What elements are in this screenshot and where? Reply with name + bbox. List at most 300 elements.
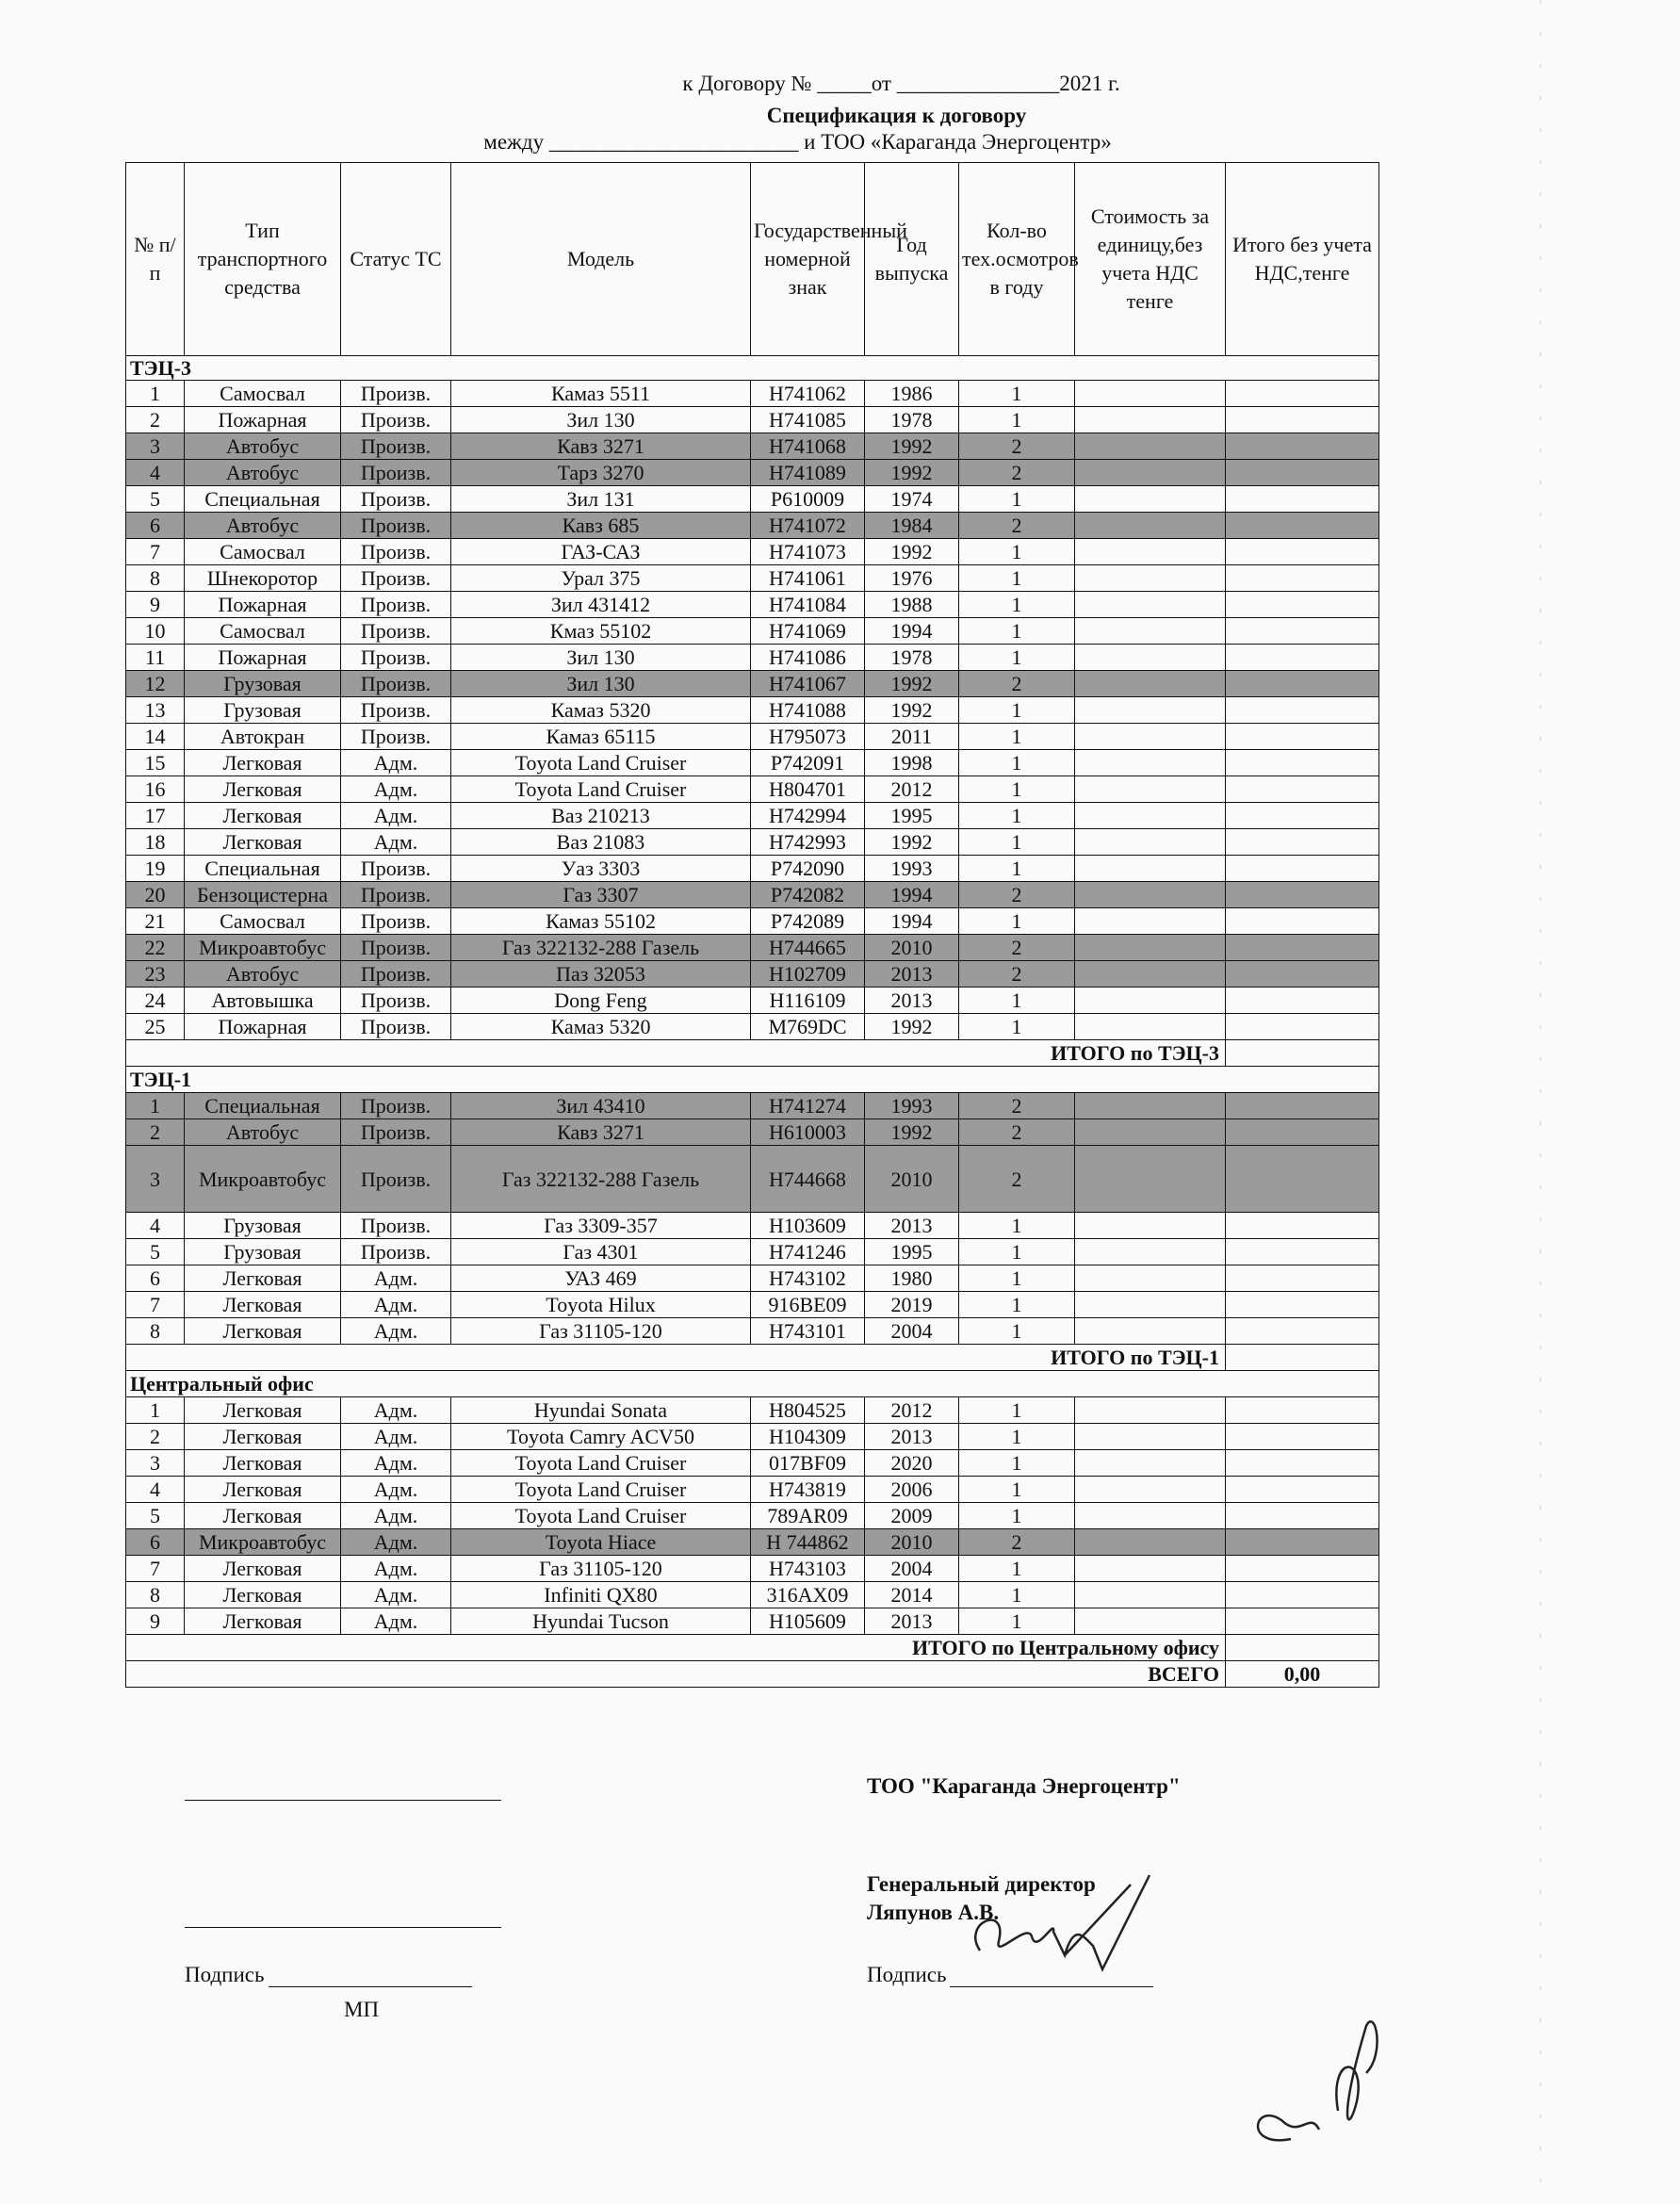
cell-status: Адм.	[341, 1292, 451, 1318]
cell-year: 2004	[865, 1318, 959, 1345]
table-row	[126, 908, 1379, 935]
column-header: Стоимость за единицу,без учета НДС тенге	[1075, 163, 1226, 356]
section-total-label: ИТОГО по ТЭЦ-3	[126, 1040, 1226, 1067]
cell-type: Легковая	[185, 1582, 341, 1608]
cell-year: 1976	[865, 565, 959, 592]
cell-total	[1226, 1014, 1379, 1040]
cell-count: 1	[959, 486, 1075, 513]
table-row	[126, 1213, 1379, 1239]
cell-model: ГАЗ-САЗ	[451, 539, 751, 565]
director-name: Ляпунов А.В.	[867, 1901, 1000, 1924]
director-signature	[942, 1866, 1168, 1988]
cell-type: Легковая	[185, 1318, 341, 1345]
cell-year: 2010	[865, 1529, 959, 1556]
cell-status: Адм.	[341, 1318, 451, 1345]
cell-total	[1226, 829, 1379, 856]
section-total-value	[1226, 1040, 1379, 1067]
cell-type: Грузовая	[185, 1213, 341, 1239]
cell-unit-price	[1075, 1450, 1226, 1477]
cell-n: 8	[126, 1582, 185, 1608]
table-row	[126, 1318, 1379, 1345]
cell-count: 1	[959, 1450, 1075, 1477]
cell-n: 3	[126, 1450, 185, 1477]
cell-n: 1	[126, 1397, 185, 1424]
grand-total-value: 0,00	[1226, 1661, 1379, 1688]
cell-count: 1	[959, 539, 1075, 565]
cell-model: Газ 31105-120	[451, 1556, 751, 1582]
cell-unit-price	[1075, 1477, 1226, 1503]
cell-plate: Н795073	[751, 724, 865, 750]
cell-n: 8	[126, 565, 185, 592]
cell-year: 1995	[865, 803, 959, 829]
cell-total	[1226, 592, 1379, 618]
cell-plate: Н 744862	[751, 1529, 865, 1556]
cell-n: 7	[126, 1556, 185, 1582]
cell-plate: Н741089	[751, 460, 865, 486]
cell-status: Адм.	[341, 1503, 451, 1529]
cell-n: 20	[126, 882, 185, 908]
cell-status: Адм.	[341, 1608, 451, 1635]
cell-type: Легковая	[185, 1424, 341, 1450]
cell-unit-price	[1075, 1503, 1226, 1529]
cell-unit-price	[1075, 513, 1226, 539]
cell-status: Произв.	[341, 935, 451, 961]
table-row	[126, 407, 1379, 433]
cell-unit-price	[1075, 1093, 1226, 1119]
cell-total	[1226, 803, 1379, 829]
cell-unit-price	[1075, 460, 1226, 486]
cell-model: Infiniti QX80	[451, 1582, 751, 1608]
cell-n: 19	[126, 856, 185, 882]
cell-n: 6	[126, 1529, 185, 1556]
cell-n: 14	[126, 724, 185, 750]
cell-year: 2013	[865, 961, 959, 988]
cell-plate: М769DC	[751, 1014, 865, 1040]
cell-unit-price	[1075, 1556, 1226, 1582]
cell-count: 2	[959, 1529, 1075, 1556]
parties-line: между _______________________ и ТОО «Караганда Энергоцентр»	[483, 130, 1112, 154]
cell-count: 1	[959, 1556, 1075, 1582]
cell-unit-price	[1075, 803, 1226, 829]
cell-plate: Н741088	[751, 697, 865, 724]
cell-status: Произв.	[341, 618, 451, 645]
cell-type: Самосвал	[185, 539, 341, 565]
cell-count: 1	[959, 592, 1075, 618]
cell-status: Произв.	[341, 882, 451, 908]
cell-n: 2	[126, 1424, 185, 1450]
cell-model: Toyota Land Cruiser	[451, 1450, 751, 1477]
cell-model: Ваз 21083	[451, 829, 751, 856]
cell-type: Микроавтобус	[185, 1146, 341, 1213]
cell-n: 2	[126, 407, 185, 433]
cell-unit-price	[1075, 592, 1226, 618]
cell-count: 2	[959, 935, 1075, 961]
cell-n: 18	[126, 829, 185, 856]
cell-total	[1226, 539, 1379, 565]
cell-model: Зил 131	[451, 486, 751, 513]
cell-year: 1992	[865, 1119, 959, 1146]
cell-total	[1226, 1450, 1379, 1477]
cell-unit-price	[1075, 697, 1226, 724]
column-header: Статус ТС	[341, 163, 451, 356]
cell-type: Микроавтобус	[185, 1529, 341, 1556]
cell-total	[1226, 1608, 1379, 1635]
cell-status: Произв.	[341, 592, 451, 618]
cell-total	[1226, 513, 1379, 539]
cell-unit-price	[1075, 1318, 1226, 1345]
cell-plate: Н742993	[751, 829, 865, 856]
cell-plate: Н741073	[751, 539, 865, 565]
cell-plate: Р742091	[751, 750, 865, 776]
cell-plate: Н116109	[751, 988, 865, 1014]
cell-status: Произв.	[341, 988, 451, 1014]
cell-type: Автовышка	[185, 988, 341, 1014]
cell-model: Кавз 3271	[451, 433, 751, 460]
section-total-row	[126, 1040, 1379, 1067]
cell-total	[1226, 1556, 1379, 1582]
table-row	[126, 1239, 1379, 1265]
cell-plate: Р610009	[751, 486, 865, 513]
cell-plate: Н741061	[751, 565, 865, 592]
cell-unit-price	[1075, 486, 1226, 513]
cell-plate: 916BE09	[751, 1292, 865, 1318]
cell-plate: Н741246	[751, 1239, 865, 1265]
cell-type: Бензоцистерна	[185, 882, 341, 908]
cell-status: Произв.	[341, 645, 451, 671]
cell-n: 16	[126, 776, 185, 803]
cell-total	[1226, 988, 1379, 1014]
cell-year: 1998	[865, 750, 959, 776]
cell-count: 1	[959, 1582, 1075, 1608]
cell-total	[1226, 381, 1379, 407]
cell-plate: Н741072	[751, 513, 865, 539]
cell-n: 24	[126, 988, 185, 1014]
initials-mark	[1225, 1998, 1413, 2186]
cell-model: УАЗ 469	[451, 1265, 751, 1292]
cell-type: Грузовая	[185, 697, 341, 724]
table-row	[126, 645, 1379, 671]
cell-unit-price	[1075, 908, 1226, 935]
table-row	[126, 829, 1379, 856]
company-name: ТОО "Караганда Энергоцентр"	[867, 1774, 1181, 1798]
table-row	[126, 1477, 1379, 1503]
cell-year: 2012	[865, 776, 959, 803]
cell-unit-price	[1075, 565, 1226, 592]
cell-n: 6	[126, 1265, 185, 1292]
cell-plate: Н741067	[751, 671, 865, 697]
specification-table	[125, 162, 1379, 1688]
cell-unit-price	[1075, 381, 1226, 407]
table-row	[126, 671, 1379, 697]
cell-model: Зил 43410	[451, 1093, 751, 1119]
cell-type: Специальная	[185, 1093, 341, 1119]
signature-right-label: Подпись	[867, 1963, 947, 1986]
cell-status: Произв.	[341, 961, 451, 988]
section-total-label: ИТОГО по ТЭЦ-1	[126, 1345, 1226, 1371]
cell-plate: Н741084	[751, 592, 865, 618]
cell-plate: Н744668	[751, 1146, 865, 1213]
cell-status: Произв.	[341, 724, 451, 750]
cell-unit-price	[1075, 407, 1226, 433]
cell-total	[1226, 776, 1379, 803]
cell-model: Урал 375	[451, 565, 751, 592]
cell-n: 13	[126, 697, 185, 724]
cell-type: Автобус	[185, 460, 341, 486]
cell-total	[1226, 1318, 1379, 1345]
cell-type: Микроавтобус	[185, 935, 341, 961]
section-header-row	[126, 1371, 1379, 1397]
cell-status: Адм.	[341, 1477, 451, 1503]
cell-year: 1992	[865, 1014, 959, 1040]
cell-type: Автобус	[185, 433, 341, 460]
cell-model: Зил 130	[451, 407, 751, 433]
cell-plate: Н610003	[751, 1119, 865, 1146]
cell-plate: Р742090	[751, 856, 865, 882]
cell-type: Пожарная	[185, 1014, 341, 1040]
cell-model: Toyota Hilux	[451, 1292, 751, 1318]
cell-total	[1226, 1503, 1379, 1529]
cell-total	[1226, 1146, 1379, 1213]
cell-count: 1	[959, 1265, 1075, 1292]
cell-total	[1226, 908, 1379, 935]
cell-count: 1	[959, 1292, 1075, 1318]
cell-total	[1226, 486, 1379, 513]
cell-unit-price	[1075, 671, 1226, 697]
table-row	[126, 1093, 1379, 1119]
cell-year: 1993	[865, 856, 959, 882]
cell-total	[1226, 645, 1379, 671]
table-row	[126, 961, 1379, 988]
cell-n: 15	[126, 750, 185, 776]
cell-model: Зил 130	[451, 671, 751, 697]
table-row	[126, 381, 1379, 407]
cell-type: Легковая	[185, 1556, 341, 1582]
cell-year: 2013	[865, 988, 959, 1014]
cell-total	[1226, 697, 1379, 724]
cell-count: 2	[959, 460, 1075, 486]
cell-year: 1988	[865, 592, 959, 618]
cell-count: 1	[959, 1213, 1075, 1239]
cell-type: Автобус	[185, 513, 341, 539]
cell-type: Самосвал	[185, 381, 341, 407]
cell-status: Произв.	[341, 671, 451, 697]
cell-type: Грузовая	[185, 1239, 341, 1265]
cell-count: 1	[959, 1318, 1075, 1345]
table-row	[126, 1146, 1379, 1213]
cell-unit-price	[1075, 618, 1226, 645]
grand-total-row	[126, 1661, 1379, 1688]
cell-n: 5	[126, 1239, 185, 1265]
cell-plate: Н105609	[751, 1608, 865, 1635]
cell-model: Hyundai Tucson	[451, 1608, 751, 1635]
cell-model: Камаз 55102	[451, 908, 751, 935]
cell-type: Легковая	[185, 1292, 341, 1318]
cell-model: Камаз 5320	[451, 1014, 751, 1040]
cell-plate: Н741068	[751, 433, 865, 460]
cell-plate: Н743101	[751, 1318, 865, 1345]
cell-model: Toyota Camry ACV50	[451, 1424, 751, 1450]
cell-count: 1	[959, 1239, 1075, 1265]
cell-plate: Н742994	[751, 803, 865, 829]
table-row	[126, 1424, 1379, 1450]
cell-plate: Н804701	[751, 776, 865, 803]
section-total-label: ИТОГО по Центральному офису	[126, 1635, 1226, 1661]
cell-type: Легковая	[185, 1265, 341, 1292]
cell-status: Адм.	[341, 1265, 451, 1292]
cell-count: 1	[959, 697, 1075, 724]
table-row	[126, 803, 1379, 829]
column-header: Модель	[451, 163, 751, 356]
table-row	[126, 565, 1379, 592]
cell-year: 2009	[865, 1503, 959, 1529]
cell-plate: 789AR09	[751, 1503, 865, 1529]
cell-n: 4	[126, 1477, 185, 1503]
section-total-row	[126, 1345, 1379, 1371]
cell-unit-price	[1075, 882, 1226, 908]
cell-model: Toyota Hiace	[451, 1529, 751, 1556]
cell-unit-price	[1075, 724, 1226, 750]
cell-status: Произв.	[341, 908, 451, 935]
cell-year: 1992	[865, 829, 959, 856]
cell-n: 8	[126, 1318, 185, 1345]
cell-type: Грузовая	[185, 671, 341, 697]
cell-type: Легковая	[185, 829, 341, 856]
cell-status: Адм.	[341, 776, 451, 803]
cell-n: 7	[126, 539, 185, 565]
cell-total	[1226, 407, 1379, 433]
cell-count: 1	[959, 988, 1075, 1014]
stamp-label: МП	[344, 1998, 380, 2021]
cell-model: Камаз 5511	[451, 381, 751, 407]
cell-year: 2020	[865, 1450, 959, 1477]
counterparty-line-2	[185, 1927, 501, 1928]
cell-status: Адм.	[341, 750, 451, 776]
cell-count: 2	[959, 1119, 1075, 1146]
cell-status: Адм.	[341, 1582, 451, 1608]
cell-year: 2012	[865, 1397, 959, 1424]
table-row	[126, 460, 1379, 486]
cell-year: 1978	[865, 645, 959, 671]
cell-model: Кавз 3271	[451, 1119, 751, 1146]
cell-model: Паз 32053	[451, 961, 751, 988]
cell-n: 11	[126, 645, 185, 671]
cell-model: Hyundai Sonata	[451, 1397, 751, 1424]
cell-unit-price	[1075, 1213, 1226, 1239]
cell-type: Легковая	[185, 1477, 341, 1503]
cell-plate: Н741086	[751, 645, 865, 671]
cell-n: 6	[126, 513, 185, 539]
cell-plate: Н741069	[751, 618, 865, 645]
cell-total	[1226, 433, 1379, 460]
cell-type: Легковая	[185, 1397, 341, 1424]
cell-plate: Н743102	[751, 1265, 865, 1292]
cell-count: 1	[959, 908, 1075, 935]
cell-total	[1226, 1424, 1379, 1450]
cell-plate: Н741085	[751, 407, 865, 433]
cell-status: Произв.	[341, 1146, 451, 1213]
cell-year: 2004	[865, 1556, 959, 1582]
cell-unit-price	[1075, 1119, 1226, 1146]
cell-plate: Н743819	[751, 1477, 865, 1503]
table-row	[126, 776, 1379, 803]
section-total-row	[126, 1635, 1379, 1661]
cell-count: 2	[959, 1093, 1075, 1119]
cell-total	[1226, 1213, 1379, 1239]
cell-total	[1226, 1292, 1379, 1318]
cell-model: Газ 3307	[451, 882, 751, 908]
cell-year: 1994	[865, 908, 959, 935]
cell-model: Зил 431412	[451, 592, 751, 618]
cell-total	[1226, 1477, 1379, 1503]
cell-year: 2010	[865, 1146, 959, 1213]
cell-model: Камаз 5320	[451, 697, 751, 724]
cell-status: Адм.	[341, 829, 451, 856]
cell-count: 1	[959, 803, 1075, 829]
cell-status: Адм.	[341, 1424, 451, 1450]
cell-year: 1992	[865, 433, 959, 460]
cell-n: 3	[126, 433, 185, 460]
cell-model: Кмаз 55102	[451, 618, 751, 645]
contract-line: к Договору № _____от _______________2021 г.	[682, 72, 1120, 95]
cell-model: Тарз 3270	[451, 460, 751, 486]
scan-edge-marks	[1529, 0, 1558, 2204]
cell-year: 1992	[865, 460, 959, 486]
cell-status: Произв.	[341, 1014, 451, 1040]
grand-total-label: ВСЕГО	[126, 1661, 1226, 1688]
cell-plate: 017BF09	[751, 1450, 865, 1477]
cell-total	[1226, 1529, 1379, 1556]
cell-n: 25	[126, 1014, 185, 1040]
cell-type: Самосвал	[185, 618, 341, 645]
cell-plate: Н743103	[751, 1556, 865, 1582]
cell-total	[1226, 1265, 1379, 1292]
cell-n: 9	[126, 1608, 185, 1635]
table-row	[126, 1014, 1379, 1040]
cell-count: 1	[959, 645, 1075, 671]
cell-n: 7	[126, 1292, 185, 1318]
cell-model: Газ 3309-357	[451, 1213, 751, 1239]
cell-year: 2014	[865, 1582, 959, 1608]
table-row	[126, 750, 1379, 776]
table-row	[126, 1582, 1379, 1608]
table-row	[126, 1450, 1379, 1477]
cell-status: Произв.	[341, 1213, 451, 1239]
cell-type: Шнекоротор	[185, 565, 341, 592]
table-row	[126, 882, 1379, 908]
column-header: Год выпуска	[865, 163, 959, 356]
cell-year: 1986	[865, 381, 959, 407]
cell-count: 2	[959, 882, 1075, 908]
cell-type: Легковая	[185, 1503, 341, 1529]
cell-unit-price	[1075, 856, 1226, 882]
cell-type: Легковая	[185, 803, 341, 829]
cell-plate: Н741062	[751, 381, 865, 407]
table-row	[126, 1397, 1379, 1424]
cell-total	[1226, 724, 1379, 750]
cell-model: Газ 322132-288 Газель	[451, 1146, 751, 1213]
cell-total	[1226, 961, 1379, 988]
cell-year: 2010	[865, 935, 959, 961]
cell-plate: Н744665	[751, 935, 865, 961]
cell-unit-price	[1075, 1529, 1226, 1556]
column-header: Тип транспортного средства	[185, 163, 341, 356]
section-title: ТЭЦ-1	[126, 1067, 1379, 1093]
cell-count: 1	[959, 1424, 1075, 1450]
cell-year: 1992	[865, 539, 959, 565]
cell-n: 22	[126, 935, 185, 961]
cell-count: 2	[959, 961, 1075, 988]
cell-total	[1226, 671, 1379, 697]
